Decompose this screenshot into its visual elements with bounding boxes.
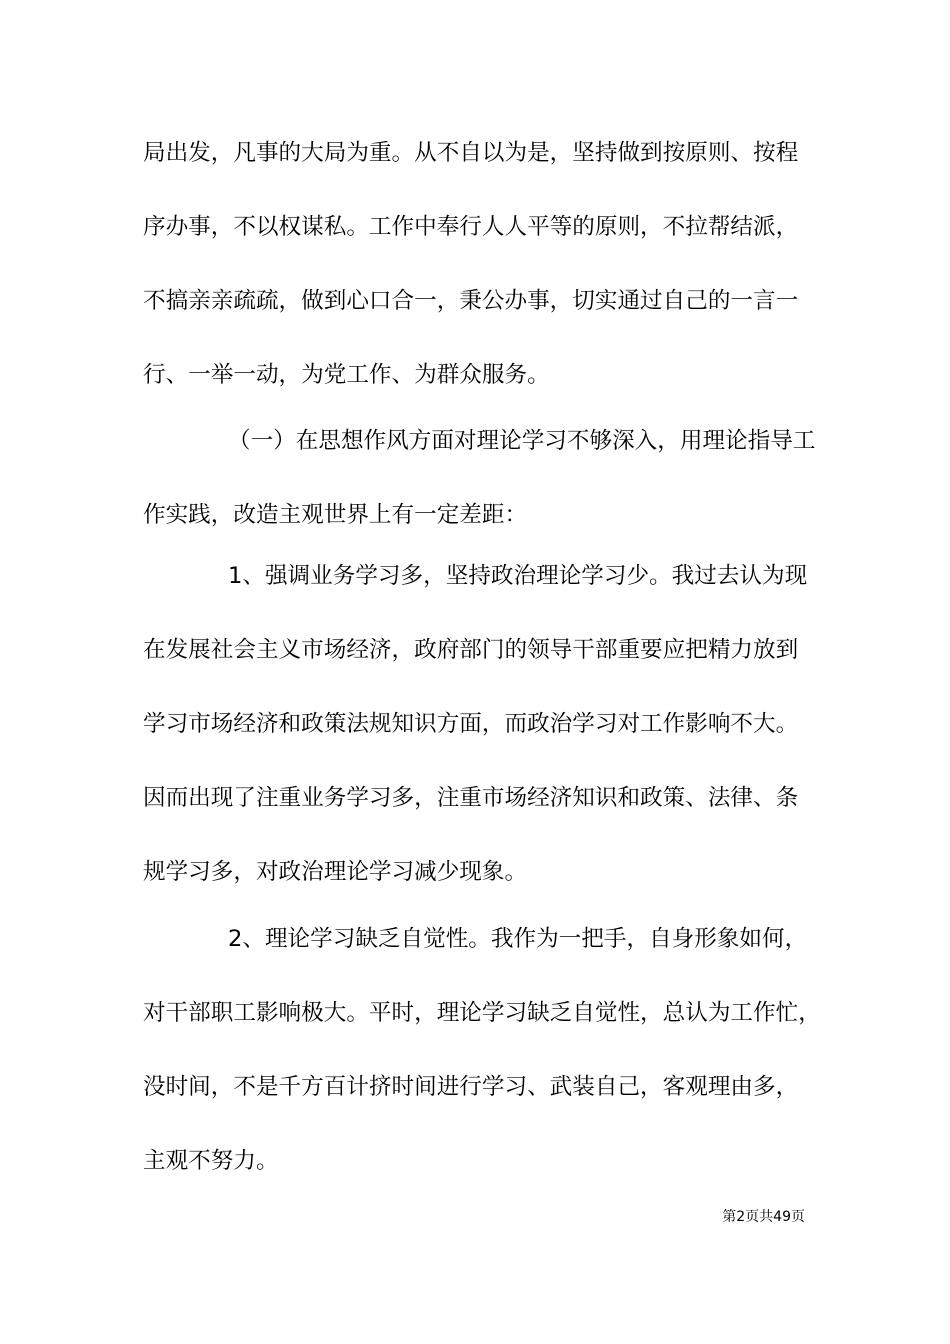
text-line: 在发展社会主义市场经济，政府部门的领导干部重要应把精力放到 — [143, 637, 799, 663]
page-number-footer: 第2页共49页 — [722, 1209, 805, 1225]
text-line: 不搞亲亲疏疏，做到心口合一，秉公办事，切实通过自己的一言一 — [143, 288, 799, 314]
text-line: 序办事，不以权谋私。工作中奉行人人平等的原则，不拉帮结派， — [143, 214, 799, 240]
text-line: 1、强调业务学习多，坚持政治理论学习少。我过去认为现 — [228, 563, 808, 589]
text-line: 规学习多，对政治理论学习减少现象。 — [143, 859, 528, 885]
text-line: 没时间，不是千方百计挤时间进行学习、武装自己，客观理由多， — [143, 1074, 799, 1100]
text-line: 行、一举一动，为党工作、为群众服务。 — [143, 362, 550, 388]
text-line: （一）在思想作风方面对理论学习不够深入，用理论指导工 — [228, 428, 816, 454]
paragraph — [143, 539, 843, 909]
paragraph — [143, 902, 843, 1198]
text-line: 因而出现了注重业务学习多，注重市场经济知识和政策、法律、条 — [143, 785, 799, 811]
text-line: 2、理论学习缺乏自觉性。我作为一把手，自身形象如何， — [228, 926, 808, 952]
text-line: 主观不努力。 — [143, 1148, 279, 1174]
text-line: 作实践，改造主观世界上有一定差距： — [143, 502, 528, 528]
paragraph — [143, 404, 843, 552]
text-line: 局出发，凡事的大局为重。从不自以为是，坚持做到按原则、按程 — [143, 140, 799, 166]
paragraph — [143, 116, 843, 412]
text-line: 对干部职工影响极大。平时，理论学习缺乏自觉性，总认为工作忙， — [143, 1000, 821, 1026]
text-line: 学习市场经济和政策法规知识方面，而政治学习对工作影响不大。 — [143, 711, 799, 737]
document-body — [143, 116, 843, 1198]
